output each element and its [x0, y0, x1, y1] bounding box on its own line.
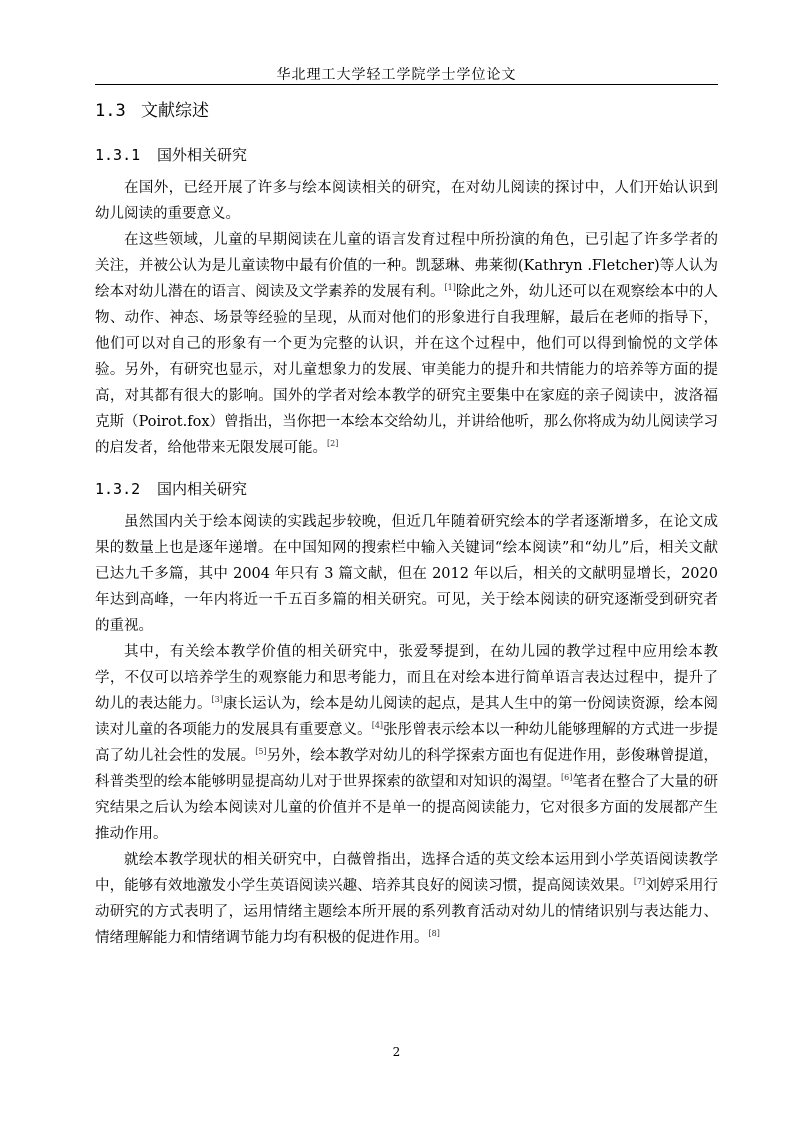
citation-marker: [7]	[633, 877, 646, 886]
subsection-heading-domestic	[95, 469, 718, 509]
subsection-number: 1.3.2	[95, 480, 141, 498]
paragraph-domestic-overview: 虽然国内关于绘本阅读的实践起步较晚，但近几年随着研究绘本的学者逐渐增多，在论文成果的数量上也是逐年递增。在中国知网的搜索栏中输入关键词“绘本阅读”和“幼儿”后，相关文献已达九千多篇，其中 2004 年只有 3 篇文献，但在 2012 年以后，相关的文献明显增长，2020 年达到高峰，一年内将近一千五百多篇的相关研究。可见，关于绘本阅读的研究逐渐受到研究者的重视。	[95, 514, 718, 634]
subsection-number: 1.3.1	[95, 146, 141, 164]
paragraph-text: 康长运认为，绘本是幼儿阅读的起点，是其人生中的第一份阅读资源，绘本阅读对儿童的各项能力的发展具有重要意义。	[95, 696, 719, 738]
paragraph-text: 另外，绘本教学对幼儿的科学探索方面也有促进作用，彭俊琳曾提道，科普类型的绘本能够明显提高幼儿对于世界探索的欲望和对知识的渴望。	[95, 748, 719, 790]
paragraph-text: 张彤曾表示绘本以一种幼儿能够理解的方式进一步提高了幼儿社会性的发展。	[95, 722, 718, 764]
paragraph-text: 其中，有关绘本教学价值的相关研究中，张爱琴提到，在幼儿园的教学过程中应用绘本教学，不仅可以培养学生的观察能力和思考能力，而且在对绘本进行简单语言表达过程中，提升了幼儿的表达能力。	[95, 644, 718, 712]
citation-marker: [6]	[561, 773, 573, 782]
paragraph-text: 刘婷采用行动研究的方式表明了，运用情绪主题绘本所开展的系列教育活动对幼儿的情绪识别与表达能力、情绪理解能力和情绪调节能力均有积极的促进作用。	[95, 878, 719, 946]
citation-marker: [4]	[371, 721, 384, 730]
citation-marker: [2]	[327, 439, 339, 448]
running-header: 华北理工大学轻工学院学士学位论文	[276, 67, 517, 83]
subsection-title: 国外相关研究	[157, 146, 248, 164]
subsection-heading-foreign	[95, 135, 718, 175]
paragraph-domestic-status	[95, 847, 718, 951]
citation-marker: [8]	[428, 929, 440, 938]
citation-marker: [5]	[255, 747, 267, 756]
header-divider	[95, 84, 718, 85]
section-number: 1.3	[95, 101, 126, 121]
citation-marker: [1]	[444, 283, 456, 292]
subsection-title: 国内相关研究	[157, 480, 248, 498]
paragraph-text: 笔者在整合了大量的研究结果之后认为绘本阅读对儿童的价值并不是单一的提高阅读能力，它对很多方面的发展都产生推动作用。	[95, 774, 719, 842]
page-body	[95, 95, 718, 951]
paragraph-foreign-intro: 在国外，已经开展了许多与绘本阅读相关的研究，在对幼儿阅读的探讨中，人们开始认识到幼儿阅读的重要意义。	[95, 180, 718, 222]
paragraph-foreign-research	[95, 227, 718, 461]
page-number: 2	[392, 1045, 401, 1059]
paragraph-domestic-value	[95, 639, 718, 847]
paragraph-text: 就绘本教学现状的相关研究中，白薇曾指出，选择合适的英文绘本运用到小学英语阅读教学中，能够有效地激发小学生英语阅读兴趣、培养其良好的阅读习惯，提高阅读效果。	[95, 852, 718, 894]
paragraph-text: 在这些领域，儿童的早期阅读在儿童的语言发育过程中所扮演的角色，已引起了许多学者的关注，并被公认为是儿童读物中最有价值的一种。凯瑟琳、弗莱彻(Kathryn .Fletcher)等人认为绘本对幼儿潜在的语言、阅读及文学素养的发展有利。	[95, 232, 718, 300]
citation-marker: [3]	[211, 695, 223, 704]
section-title: 文献综述	[141, 101, 209, 121]
section-heading	[95, 95, 718, 127]
paragraph-text: 除此之外，幼儿还可以在观察绘本中的人物、动作、神态、场景等经验的呈现，从而对他们的形象进行自我理解，最后在老师的指导下，他们可以对自己的形象有一个更为完整的认识，并在这个过程中，他们可以得到愉悦的文学体验。另外，有研究也显示，对儿童想象力的发展、审美能力的提升和共情能力的培养等方面的提高，对其都有很大的影响。国外的学者对绘本教学的研究主要集中在家庭的亲子阅读中，波洛福克斯（Poirot.fox）曾指出，当你把一本绘本交给幼儿，并讲给他听，那么你将成为幼儿阅读学习的启发者，给他带来无限发展可能。	[95, 284, 718, 456]
